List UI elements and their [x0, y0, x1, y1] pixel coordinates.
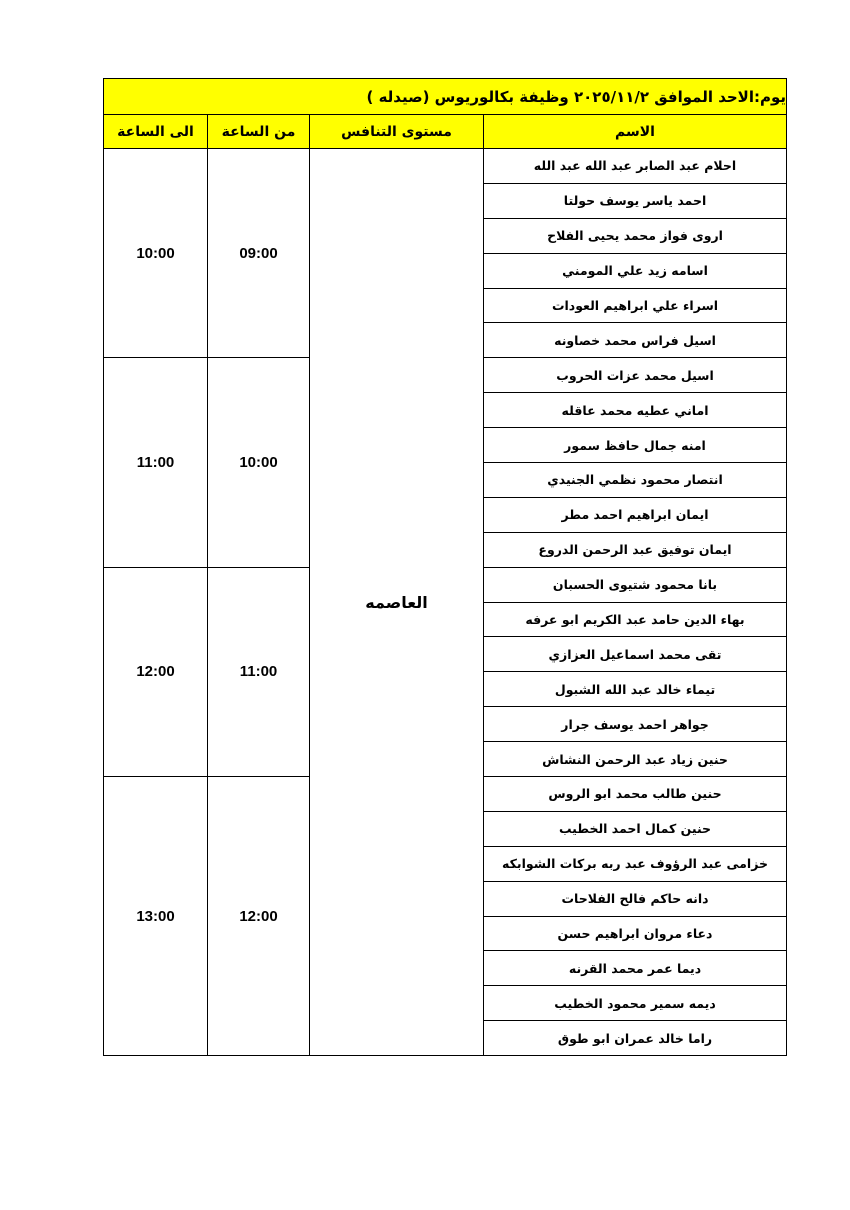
schedule-title: يوم:الاحد الموافق ٢٠٢٥/١١/٢ وظيفة بكالوريوس (صيدله ): [104, 79, 787, 115]
candidate-name: اروى فواز محمد يحيى الفلاح: [484, 218, 787, 253]
candidate-name: اسراء علي ابراهيم العودات: [484, 288, 787, 323]
candidate-name: دانه حاكم فالح الفلاحات: [484, 881, 787, 916]
candidate-name: اسيل محمد عزات الحروب: [484, 358, 787, 393]
slot-from-time: 12:00: [208, 777, 310, 1056]
slot-from-time: 09:00: [208, 149, 310, 358]
candidate-name: دعاء مروان ابراهيم حسن: [484, 916, 787, 951]
header-level: مستوى التنافس: [310, 115, 484, 149]
title-row: [104, 79, 787, 115]
schedule-body: [104, 149, 787, 1056]
candidate-name: اسيل فراس محمد خصاونه: [484, 323, 787, 358]
schedule-table: [103, 78, 787, 1056]
slot-to-time: 12:00: [104, 567, 208, 776]
candidate-name: خزامى عبد الرؤوف عبد ربه بركات الشوابكه: [484, 846, 787, 881]
header-name: الاسم: [484, 115, 787, 149]
candidate-name: اسامه زيد علي المومني: [484, 253, 787, 288]
candidate-name: جواهر احمد يوسف جرار: [484, 707, 787, 742]
candidate-name: احلام عبد الصابر عبد الله عبد الله: [484, 149, 787, 184]
header-row: [104, 115, 787, 149]
candidate-name: حنين طالب محمد ابو الروس: [484, 777, 787, 812]
candidate-name: بهاء الدين حامد عبد الكريم ابو عرفه: [484, 602, 787, 637]
slot-from-time: 10:00: [208, 358, 310, 567]
slot-to-time: 11:00: [104, 358, 208, 567]
header-from-time: من الساعة: [208, 115, 310, 149]
header-to-time: الى الساعة: [104, 115, 208, 149]
candidate-name: راما خالد عمران ابو طوق: [484, 1021, 787, 1056]
candidate-name: تقى محمد اسماعيل العزازي: [484, 637, 787, 672]
candidate-name: احمد ياسر يوسف حولتا: [484, 183, 787, 218]
candidate-name: حنين كمال احمد الخطيب: [484, 811, 787, 846]
candidate-name: ديما عمر محمد القرنه: [484, 951, 787, 986]
slot-to-time: 13:00: [104, 777, 208, 1056]
competition-level: العاصمه: [310, 149, 484, 1056]
candidate-name: حنين زياد عبد الرحمن النشاش: [484, 742, 787, 777]
candidate-name: امنه جمال حافظ سمور: [484, 428, 787, 463]
candidate-name: ديمه سمير محمود الخطيب: [484, 986, 787, 1021]
slot-from-time: 11:00: [208, 567, 310, 776]
table-row: [104, 149, 787, 184]
candidate-name: تيماء خالد عبد الله الشبول: [484, 672, 787, 707]
candidate-name: اماني عطيه محمد عاقله: [484, 393, 787, 428]
candidate-name: انتصار محمود نظمي الجنيدي: [484, 463, 787, 498]
slot-to-time: 10:00: [104, 149, 208, 358]
candidate-name: ايمان توفيق عبد الرحمن الدروع: [484, 532, 787, 567]
candidate-name: بانا محمود شتيوى الحسبان: [484, 567, 787, 602]
candidate-name: ايمان ابراهيم احمد مطر: [484, 497, 787, 532]
